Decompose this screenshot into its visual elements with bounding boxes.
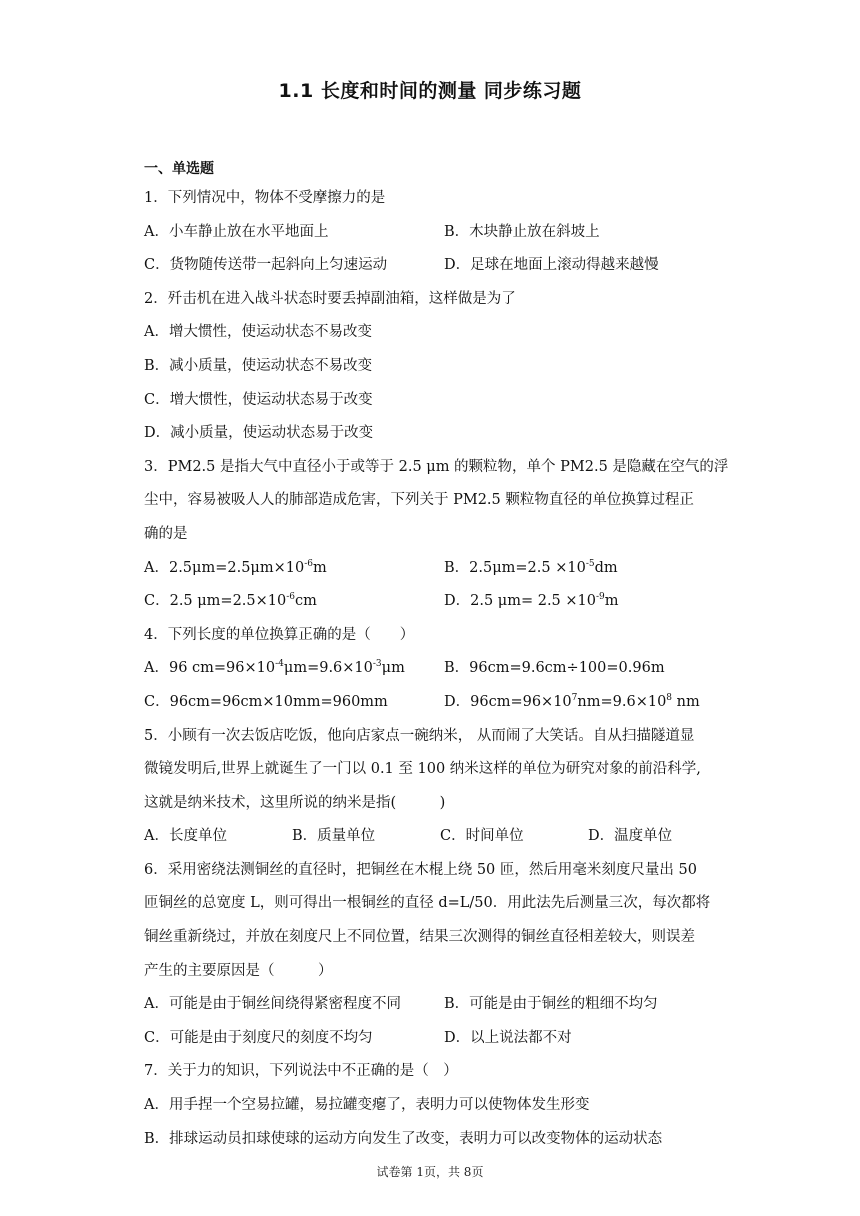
question-1-options-row-1 [144,216,724,250]
question-3-stem-line-3: 确的是 [144,525,188,542]
question-1-options-row-2 [144,249,724,283]
question-1-option-d: D．足球在地面上滚动得越来越慢 [444,257,659,274]
question-5-stem-line-3: 这就是纳米技术，这里所说的纳米是指( ) [144,794,446,811]
question-4-stem: 4．下列长度的单位换算正确的是（ ） [144,626,415,643]
question-2-stem: 2．歼击机在进入战斗状态时要丢掉副油箱，这样做是为了 [144,290,516,307]
question-3-options-row-1 [144,552,724,586]
question-3-options-row-2 [144,585,724,619]
question-6-options-row-1 [144,988,724,1022]
question-6-option-b: B．可能是由于铜丝的粗细不均匀 [444,996,658,1013]
question-2-option-d: D．减小质量，使运动状态易于改变 [144,425,374,442]
question-7-option-a: A．用手捏一个空易拉罐，易拉罐变瘪了，表明力可以使物体发生形变 [144,1097,590,1114]
section-heading: 一、单选题 [144,161,214,177]
question-6-stem-line-3: 铜丝重新绕过，并放在刻度尺上不同位置，结果三次测得的铜丝直径相差较大，则误差 [144,929,695,946]
question-list [144,158,729,1156]
question-3-option-a: A．$2.5\mu m=2.5\mu m\times 10^{-6}m$ [144,558,327,576]
question-6-stem-line-1: 6．采用密绕法测铜丝的直径时，把铜丝在木棍上绕 50 匝，然后用毫米刻度尺量出 50 [144,861,697,878]
page-footer: 试卷第 1页，共 8页 [376,1165,484,1179]
question-4-option-c: C．96cm=96cm×10mm=960mm [144,693,388,710]
question-4-option-a: A．96 $cm=96\times 10^{-4}\mu m=9.6\times 10^{-3}\mu m$ [144,659,405,677]
question-4-options-row-2 [144,686,724,720]
question-5-options-row [144,820,724,854]
question-1-option-c: C．货物随传送带一起斜向上匀速运动 [144,257,388,274]
question-3-option-c: C．2.5 $\mu m=2.5\times 10^{-6}cm$ [144,592,317,610]
question-5-option-d: D．温度单位 [588,828,673,845]
question-6-option-d: D．以上说法都不对 [444,1029,572,1046]
question-2-option-a: A．增大惯性，使运动状态不易改变 [144,324,372,341]
question-5-stem-line-2: 微镜发明后,世界上就诞生了一门以 0.1 至 100 纳米这样的单位为研究对象的前沿科学, [144,761,701,778]
question-5-option-b: B．质量单位 [292,828,376,845]
question-5-stem-line-1: 5．小顾有一次去饭店吃饭，他向店家点一碗纳米， 从而闹了大笑话。自从扫描隧道显 [144,727,695,744]
question-1-option-a: A．小车静止放在水平地面上 [144,223,329,240]
question-5-option-a: A．长度单位 [144,828,227,845]
question-4-option-d: D．$96cm=96\times 10^7nm=9.6\times 10^8$ nm [444,693,700,710]
question-6-stem-line-4: 产生的主要原因是（ ） [144,962,333,979]
question-6-option-a: A．可能是由于铜丝间绕得紧密程度不同 [144,996,401,1013]
question-7-option-b: B．排球运动员扣球使球的运动方向发生了改变，表明力可以改变物体的运动状态 [144,1130,663,1147]
question-3-stem-line-2: 尘中，容易被吸人人的肺部造成危害，下列关于 PM2.5 颗粒物直径的单位换算过程正 [144,492,694,509]
question-1-stem: 1．下列情况中，物体不受摩擦力的是 [144,190,386,206]
question-3-option-d: D．2.5 $\mu m= 2.5 \times 10^{-9}m$ [444,592,619,610]
question-6-option-c: C．可能是由于刻度尺的刻度不均匀 [144,1029,373,1046]
question-3-option-b: B．$2.5\mu m=2.5 \times 10^{-5}dm$ [444,558,618,576]
question-4-option-b: B．96cm=9.6cm÷100=0.96m [444,660,665,677]
question-5-option-c: C．时间单位 [440,828,524,845]
question-4-options-row-1 [144,652,724,686]
question-6-stem-line-2: 匝铜丝的总宽度 L，则可得出一根铜丝的直径 d=L/50．用此法先后测量三次，每次都将 [144,895,711,912]
question-7-stem: 7．关于力的知识，下列说法中不正确的是（ ） [144,1063,458,1080]
question-3-stem-line-1: 3．PM2.5 是指大气中直径小于或等于 2.5 μm 的颗粒物，单个 PM2.5 是隐藏在空气的浮 [144,458,729,475]
question-6-options-row-2 [144,1022,724,1056]
question-1-option-b: B．木块静止放在斜坡上 [444,223,600,240]
page-title: 1.1 长度和时间的测量 同步练习题 [278,80,582,102]
question-2-option-c: C．增大惯性，使运动状态易于改变 [144,391,373,408]
question-2-option-b: B．减小质量，使运动状态不易改变 [144,357,373,374]
